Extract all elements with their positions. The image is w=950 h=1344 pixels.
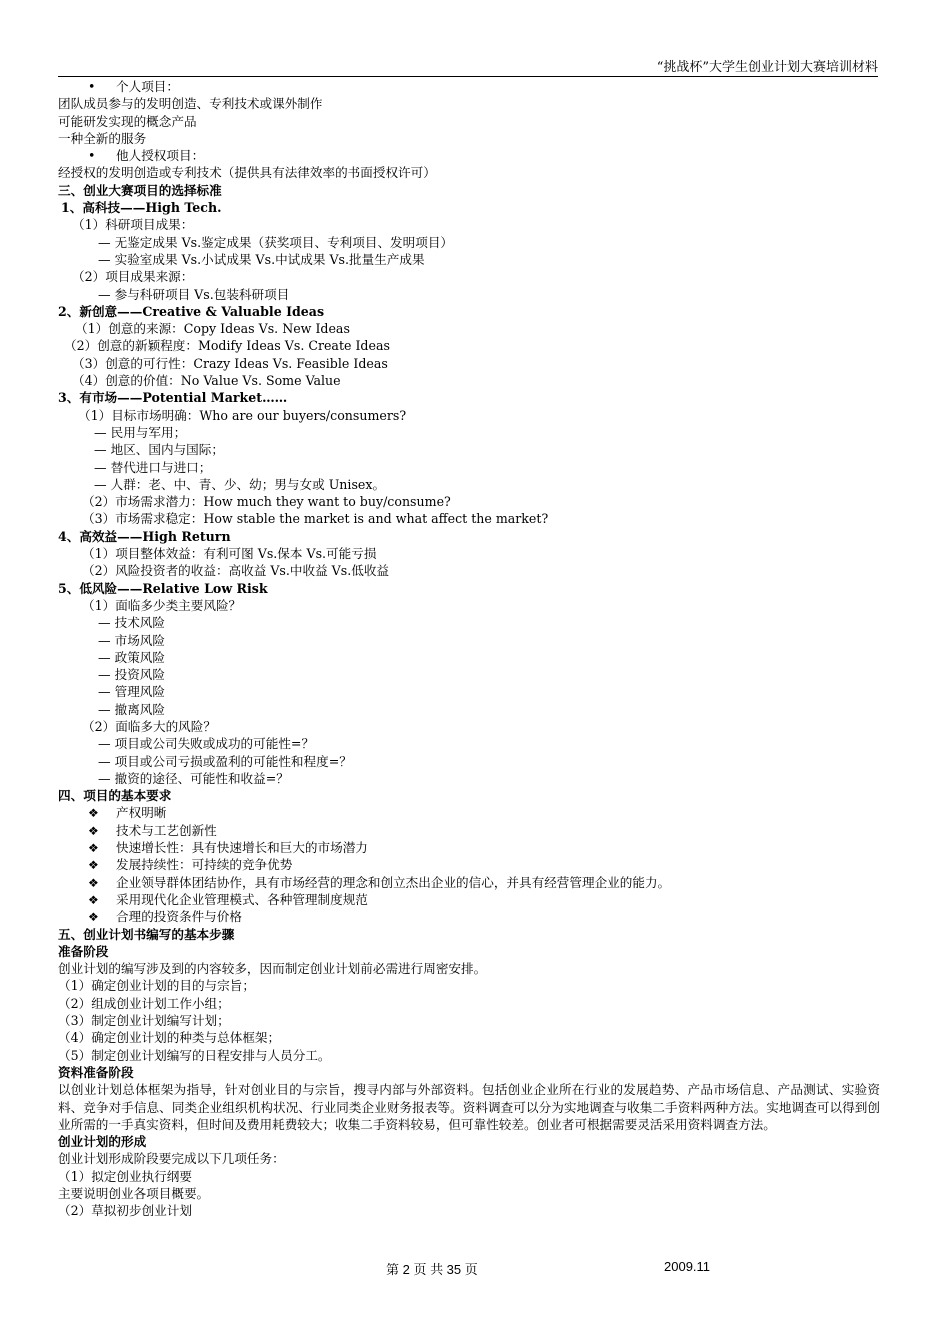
paragraph: 主要说明创业各项目概要。: [58, 1186, 210, 1201]
paragraph: 创业计划形成阶段要完成以下几项任务：: [58, 1151, 285, 1167]
list-item: — 项目或公司亏损或盈利的可能性和程度=？: [98, 753, 352, 769]
list-item: ❖ 采用现代化企业管理模式、各种管理制度规范: [58, 891, 880, 908]
list-item: • 个人项目：: [58, 78, 880, 95]
list-item: （2）面临多大的风险？: [82, 718, 216, 734]
subsection-heading: 4、高效益——High Return: [58, 528, 231, 544]
list-item: （2）项目成果来源：: [72, 269, 194, 285]
page-header: [58, 56, 878, 77]
subsection-heading: 创业计划的形成: [58, 1134, 147, 1150]
list-item: （1）面临多少类主要风险？: [82, 597, 242, 613]
list-item: ❖ 产权明晰: [58, 804, 880, 821]
paragraph: 以创业计划总体框架为指导，针对创业目的与宗旨，搜寻内部与外部资料。包括创业企业所在行业的发展趋势、产品市场信息、产品测试、实验资料、竞争对手信息、同类企业组织机构状况、行业同类企业财务报表等。资料调查可以分为实地调查与收集二手资料两种方法。实地调查可以得到创业所需的一手真实资料，但时间及费用耗费较大；收集二手资料较易，但可靠性较差。创业者可根据需要灵活采用资料调查方法。: [58, 1082, 880, 1132]
section-heading: 三、创业大赛项目的选择标准: [58, 182, 222, 198]
document-date: 2009.11: [664, 1259, 711, 1274]
paragraph: 可能研发实现的概念产品: [58, 113, 197, 129]
list-item: — 管理风险: [98, 684, 165, 700]
list-item: （2）组成创业计划工作小组；: [58, 995, 230, 1011]
paragraph: 经授权的发明创造或专利技术（提供具有法律效率的书面授权许可）: [58, 165, 436, 181]
diamond-bullet-icon: ❖: [88, 875, 99, 890]
list-item: （1）确定创业计划的目的与宗旨；: [58, 978, 255, 994]
list-item: — 人群：老、中、青、少、幼；男与女或 Unisex。: [94, 476, 386, 492]
list-item: （1）拟定创业执行纲要: [58, 1168, 192, 1184]
diamond-bullet-icon: ❖: [88, 841, 99, 856]
diamond-bullet-icon: ❖: [88, 823, 99, 838]
subsection-heading: 资料准备阶段: [58, 1064, 134, 1080]
document-body: [58, 78, 880, 1220]
list-item: — 撤离风险: [98, 701, 165, 717]
diamond-bullet-icon: ❖: [88, 858, 99, 873]
list-item: （2）草拟初步创业计划: [58, 1203, 192, 1219]
list-item: — 投资风险: [98, 667, 165, 683]
list-item: — 技术风险: [98, 615, 165, 631]
subsection-heading: 3、有市场——Potential Market……: [58, 390, 288, 406]
bullet-icon: •: [88, 148, 96, 164]
subsection-heading: 准备阶段: [58, 943, 109, 959]
list-item: （3）市场需求稳定：How stable the market is and what affect the market?: [82, 511, 549, 527]
list-item: — 替代进口与进口；: [94, 459, 212, 475]
list-item: （4）创意的价值：No Value Vs. Some Value: [72, 373, 341, 389]
list-item: （1）科研项目成果：: [72, 217, 194, 233]
list-item: ❖ 技术与工艺创新性: [58, 822, 880, 839]
paragraph: 团队成员参与的发明创造、专利技术或课外制作: [58, 96, 323, 112]
list-item: — 民用与军用；: [94, 424, 187, 440]
page-number: 第 2 页 共 35 页: [386, 1262, 478, 1277]
list-item: — 实验室成果 Vs.小试成果 Vs.中试成果 Vs.批量生产成果: [98, 251, 425, 267]
list-item: （5）制定创业计划编写的日程安排与人员分工。: [58, 1047, 331, 1063]
list-item: — 市场风险: [98, 632, 165, 648]
list-item: ❖ 企业领导群体团结协作，具有市场经营的理念和创立杰出企业的信心，并具有经营管理企业的能力。: [58, 874, 880, 891]
list-item: — 政策风险: [98, 649, 165, 665]
section-heading: 四、项目的基本要求: [58, 788, 172, 804]
list-item: （1）目标市场明确：Who are our buyers/consumers?: [78, 407, 407, 423]
list-item: （2）风险投资者的收益：高收益 Vs.中收益 Vs.低收益: [82, 563, 390, 579]
list-item: （2）创意的新颖程度：Modify Ideas Vs. Create Ideas: [64, 338, 390, 354]
list-item: • 他人授权项目：: [58, 147, 880, 164]
list-item: — 无鉴定成果 Vs.鉴定成果（获奖项目、专利项目、发明项目）: [98, 234, 454, 250]
list-item: （1）创意的来源：Copy Ideas Vs. New Ideas: [75, 321, 350, 337]
list-item: （4）确定创业计划的种类与总体框架；: [58, 1030, 281, 1046]
paragraph: 一种全新的服务: [58, 130, 147, 146]
diamond-bullet-icon: ❖: [88, 892, 99, 907]
subsection-heading: 5、低风险——Relative Low Risk: [58, 580, 268, 596]
list-item: （2）市场需求潜力：How much they want to buy/consume?: [82, 494, 451, 510]
list-item: — 项目或公司失败或成功的可能性=？: [98, 736, 315, 752]
list-item: — 地区、国内与国际；: [94, 442, 224, 458]
list-item: — 参与科研项目 Vs.包装科研项目: [98, 286, 290, 302]
subsection-heading: 1、高科技——High Tech.: [61, 200, 222, 216]
subsection-heading: 2、新创意——Creative & Valuable Ideas: [58, 303, 325, 319]
section-heading: 五、创业计划书编写的基本步骤: [58, 926, 235, 942]
paragraph: 创业计划的编写涉及到的内容较多，因而制定创业计划前必需进行周密安排。: [58, 961, 487, 977]
diamond-bullet-icon: ❖: [88, 806, 99, 821]
header-title: “挑战杯”大学生创业计划大赛培训材料: [656, 60, 878, 75]
list-item: （1）项目整体效益：有利可图 Vs.保本 Vs.可能亏损: [82, 546, 377, 562]
list-item: （3）创意的可行性：Crazy Ideas Vs. Feasible Ideas: [72, 355, 388, 371]
list-item: ❖ 发展持续性：可持续的竞争优势: [58, 856, 880, 873]
list-item: ❖ 快速增长性：具有快速增长和巨大的市场潜力: [58, 839, 880, 856]
list-item: ❖ 合理的投资条件与价格: [58, 908, 880, 925]
bullet-icon: •: [88, 79, 96, 94]
list-item: （3）制定创业计划编写计划；: [58, 1013, 230, 1029]
list-item: — 撤资的途径、可能性和收益=？: [98, 770, 289, 786]
diamond-bullet-icon: ❖: [88, 910, 99, 925]
